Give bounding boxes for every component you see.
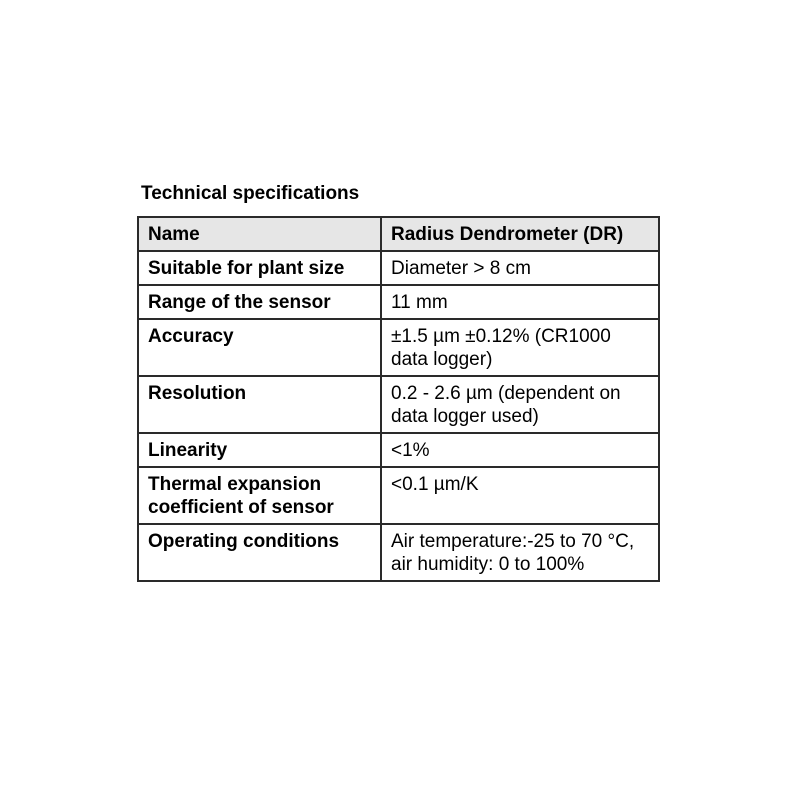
spec-value-cell: <1% bbox=[381, 433, 659, 467]
spec-value-cell: <0.1 µm/K bbox=[381, 467, 659, 524]
specifications-table bbox=[137, 216, 660, 582]
section-title: Technical specifications bbox=[141, 183, 360, 204]
table-row bbox=[138, 251, 659, 285]
spec-value-cell: 0.2 - 2.6 µm (dependent on data logger used) bbox=[381, 376, 659, 433]
header-value-cell: Radius Dendrometer (DR) bbox=[381, 217, 659, 251]
table-header-row bbox=[138, 217, 659, 251]
spec-value-cell: ±1.5 µm ±0.12% (CR1000 data logger) bbox=[381, 319, 659, 376]
table-row bbox=[138, 467, 659, 524]
table-row bbox=[138, 524, 659, 581]
spec-value-cell: Diameter > 8 cm bbox=[381, 251, 659, 285]
spec-name-cell: Linearity bbox=[138, 433, 381, 467]
table-row bbox=[138, 285, 659, 319]
table-row bbox=[138, 433, 659, 467]
spec-name-cell: Accuracy bbox=[138, 319, 381, 376]
table-row bbox=[138, 376, 659, 433]
spec-name-cell: Suitable for plant size bbox=[138, 251, 381, 285]
spec-name-cell: Range of the sensor bbox=[138, 285, 381, 319]
spec-name-cell: Thermal expansion coefficient of sensor bbox=[138, 467, 381, 524]
spec-value-cell: 11 mm bbox=[381, 285, 659, 319]
spec-value-cell: Air temperature:-25 to 70 °C, air humidity: 0 to 100% bbox=[381, 524, 659, 581]
header-name-cell: Name bbox=[138, 217, 381, 251]
table-row bbox=[138, 319, 659, 376]
spec-name-cell: Resolution bbox=[138, 376, 381, 433]
spec-name-cell: Operating conditions bbox=[138, 524, 381, 581]
